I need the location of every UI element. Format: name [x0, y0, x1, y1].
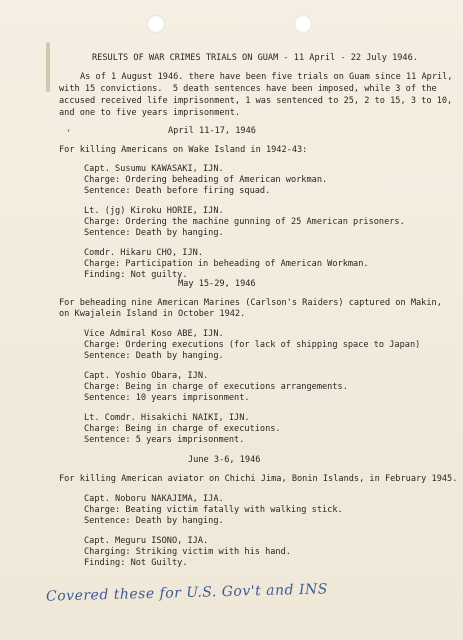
intro-line: As of 1 August 1946. there have been five trials on Guam since 11 April,	[80, 72, 453, 82]
defendant-charge: Charge: Being in charge of executions.	[84, 424, 281, 434]
defendant-charge: Charge: Participation in beheading of American Workman.	[84, 259, 369, 269]
defendant-name: Capt. Susumu KAWASAKI, IJN.	[84, 164, 224, 174]
defendant-charge: Charge: Ordering executions (for lack of shipping space to Japan)	[84, 340, 421, 350]
defendant-sentence: Sentence: Death by hanging.	[84, 351, 224, 361]
defendant-sentence: Sentence: 10 years imprisonment.	[84, 393, 250, 403]
trial-description: For killing Americans on Wake Island in 1942-43:	[59, 145, 308, 155]
intro-line: and one to five years imprisonment.	[59, 108, 241, 118]
trial-description: on Kwajalein Island in October 1942.	[59, 309, 246, 319]
document-title: RESULTS OF WAR CRIMES TRIALS ON GUAM - 11 April - 22 July 1946.	[92, 53, 418, 63]
defendant-finding: Finding: Not guilty.	[84, 270, 188, 280]
trial-description: For killing American aviator on Chichi Jima, Bonin Islands, in February 1945.	[59, 474, 458, 484]
defendant-name: Lt. Comdr. Hisakichi NAIKI, IJN.	[84, 413, 250, 423]
defendant-charge: Charge: Being in charge of executions arrangements.	[84, 382, 348, 392]
defendant-name: Capt. Noboru NAKAJIMA, IJA.	[84, 494, 224, 504]
staple-mark	[46, 42, 50, 92]
defendant-sentence: Sentence: Death by hanging.	[84, 228, 224, 238]
defendant-name: Capt. Yoshio Obara, IJN.	[84, 371, 209, 381]
trial-dates: May 15-29, 1946	[178, 279, 256, 289]
defendant-name: Capt. Meguru ISONO, IJA.	[84, 536, 209, 546]
defendant-finding: Finding: Not Guilty.	[84, 558, 188, 568]
defendant-sentence: Sentence: Death by hanging.	[84, 516, 224, 526]
defendant-name: Vice Admiral Koso ABE, IJN.	[84, 329, 224, 339]
defendant-charge: Charge: Ordering the machine gunning of 25 American prisoners.	[84, 217, 405, 227]
trial-dates: June 3-6, 1946	[188, 455, 261, 465]
defendant-charge: Charge: Ordering beheading of American workman.	[84, 175, 328, 185]
handwritten-note: Covered these for U.S. Gov't and INS	[45, 581, 329, 605]
defendant-name: Lt. (jg) Kiroku HORIE, IJN.	[84, 206, 224, 216]
punch-hole	[147, 15, 165, 33]
trial-description: For beheading nine American Marines (Carlson's Raiders) captured on Makin,	[59, 298, 442, 308]
trial-dates: April 11-17, 1946	[168, 126, 256, 136]
punch-hole	[294, 15, 312, 33]
ink-mark: ,	[66, 124, 72, 134]
defendant-sentence: Sentence: Death before firing squad.	[84, 186, 271, 196]
defendant-sentence: Sentence: 5 years imprisonment.	[84, 435, 245, 445]
defendant-charge: Charge: Beating victim fatally with walking stick.	[84, 505, 343, 515]
intro-line: with 15 convictions. 5 death sentences have been imposed, while 3 of the	[59, 84, 437, 94]
defendant-name: Comdr. Hikaru CHO, IJN.	[84, 248, 203, 258]
intro-line: accused received life imprisonment, 1 was sentenced to 25, 2 to 15, 3 to 10,	[59, 96, 453, 106]
defendant-charge: Charging: Striking victim with his hand.	[84, 547, 291, 557]
